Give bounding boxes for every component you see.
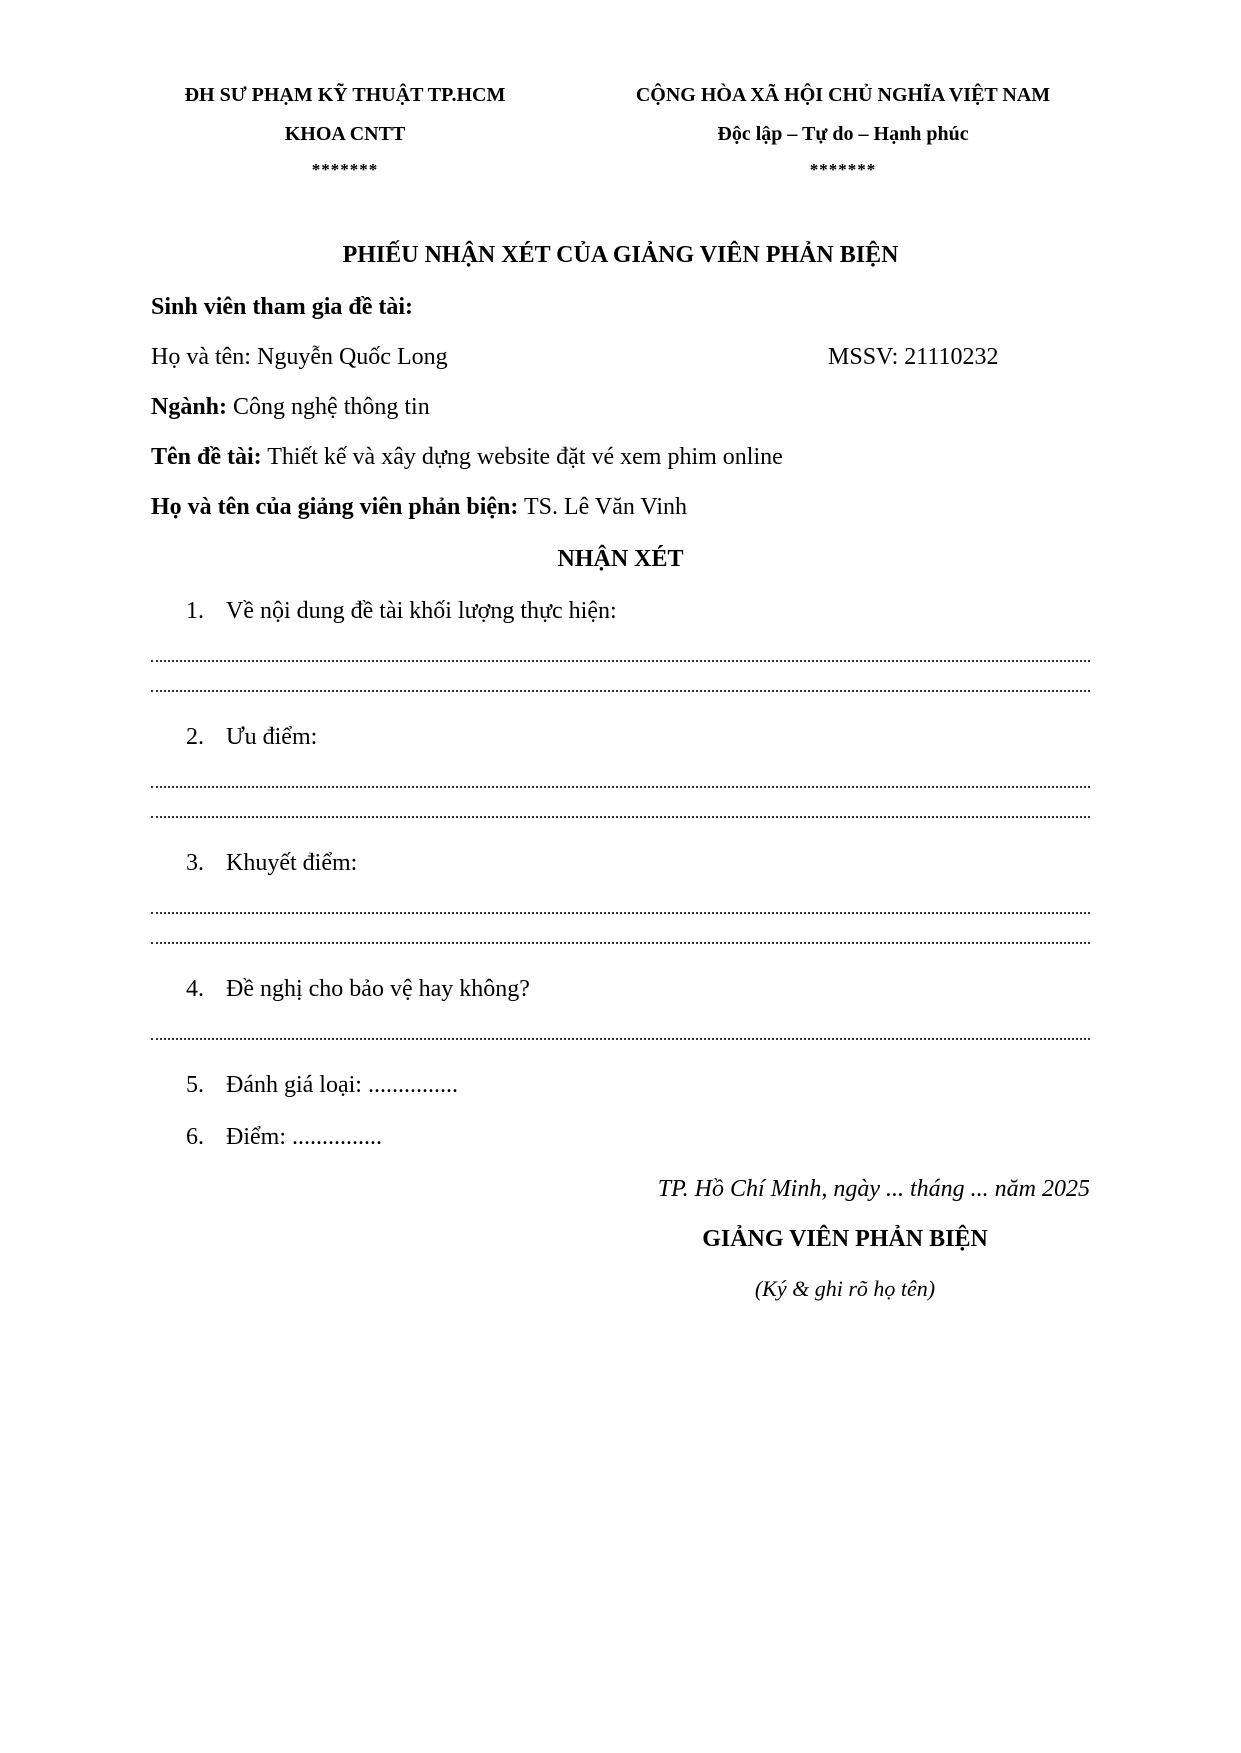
topic-value: Thiết kế và xây dựng website đặt vé xem phim online [267,444,783,470]
reviewer-row [151,494,687,521]
form-title: PHIẾU NHẬN XÉT CỦA GIẢNG VIÊN PHẢN BIỆN [342,242,899,268]
header-motto: Độc lập – Tự do – Hạnh phúc [717,123,969,145]
student-name-label: Họ và tên: [151,344,251,370]
item-text: Điểm: ............... [226,1124,382,1150]
signature-role: GIẢNG VIÊN PHẢN BIỆN [702,1226,988,1252]
reviewer-value: TS. Lê Văn Vinh [523,494,687,520]
major-value: Công nghệ thông tin [233,394,430,420]
comment-item-6 [186,1124,382,1151]
item-number: 3. [186,850,204,876]
item-number: 1. [186,598,204,624]
comment-item-1 [186,598,617,625]
item-text: Ưu điểm: [226,724,318,750]
header-university: ĐH SƯ PHẠM KỸ THUẬT TP.HCM [184,84,506,106]
reviewer-label: Họ và tên của giảng viên phản biện: [151,494,519,520]
major-label: Ngành: [151,394,228,420]
place-date: TP. Hồ Chí Minh, ngày ... tháng ... năm 2025 [657,1176,1090,1202]
student-name: Nguyễn Quốc Long [256,344,448,370]
comment-item-4 [186,976,530,1003]
item-number: 4. [186,976,204,1002]
answer-line[interactable] [151,942,1090,944]
header-left-stars: ******* [311,160,379,179]
answer-line[interactable] [151,660,1090,662]
header-right-stars: ******* [809,160,877,179]
comments-heading: NHẬN XÉT [557,546,684,572]
header-country: CỘNG HÒA XÃ HỘI CHỦ NGHĨA VIỆT NAM [635,84,1051,106]
item-text: Đánh giá loại: ............... [226,1072,458,1098]
header-faculty: KHOA CNTT [284,123,406,145]
student-name-row [151,344,448,371]
item-text: Khuyết điểm: [226,850,358,876]
answer-line[interactable] [151,816,1090,818]
item-number: 2. [186,724,204,750]
comment-item-2 [186,724,317,751]
comment-item-3 [186,850,357,877]
topic-row [151,444,783,471]
signature-note: (Ký & ghi rõ họ tên) [754,1276,936,1301]
student-id-label: MSSV: [828,344,899,370]
item-text: Về nội dung đề tài khối lượng thực hiện: [226,598,617,624]
item-number: 6. [186,1124,204,1150]
comment-item-5 [186,1072,458,1099]
answer-line[interactable] [151,912,1090,914]
student-id-row [828,344,998,371]
item-text: Đề nghị cho bảo vệ hay không? [226,976,530,1002]
student-id: 21110232 [904,344,999,370]
students-heading: Sinh viên tham gia đề tài: [151,294,414,320]
answer-line[interactable] [151,786,1090,788]
answer-line[interactable] [151,690,1090,692]
topic-label: Tên đề tài: [151,444,262,470]
major-row [151,394,430,421]
answer-line[interactable] [151,1038,1090,1040]
item-number: 5. [186,1072,204,1098]
